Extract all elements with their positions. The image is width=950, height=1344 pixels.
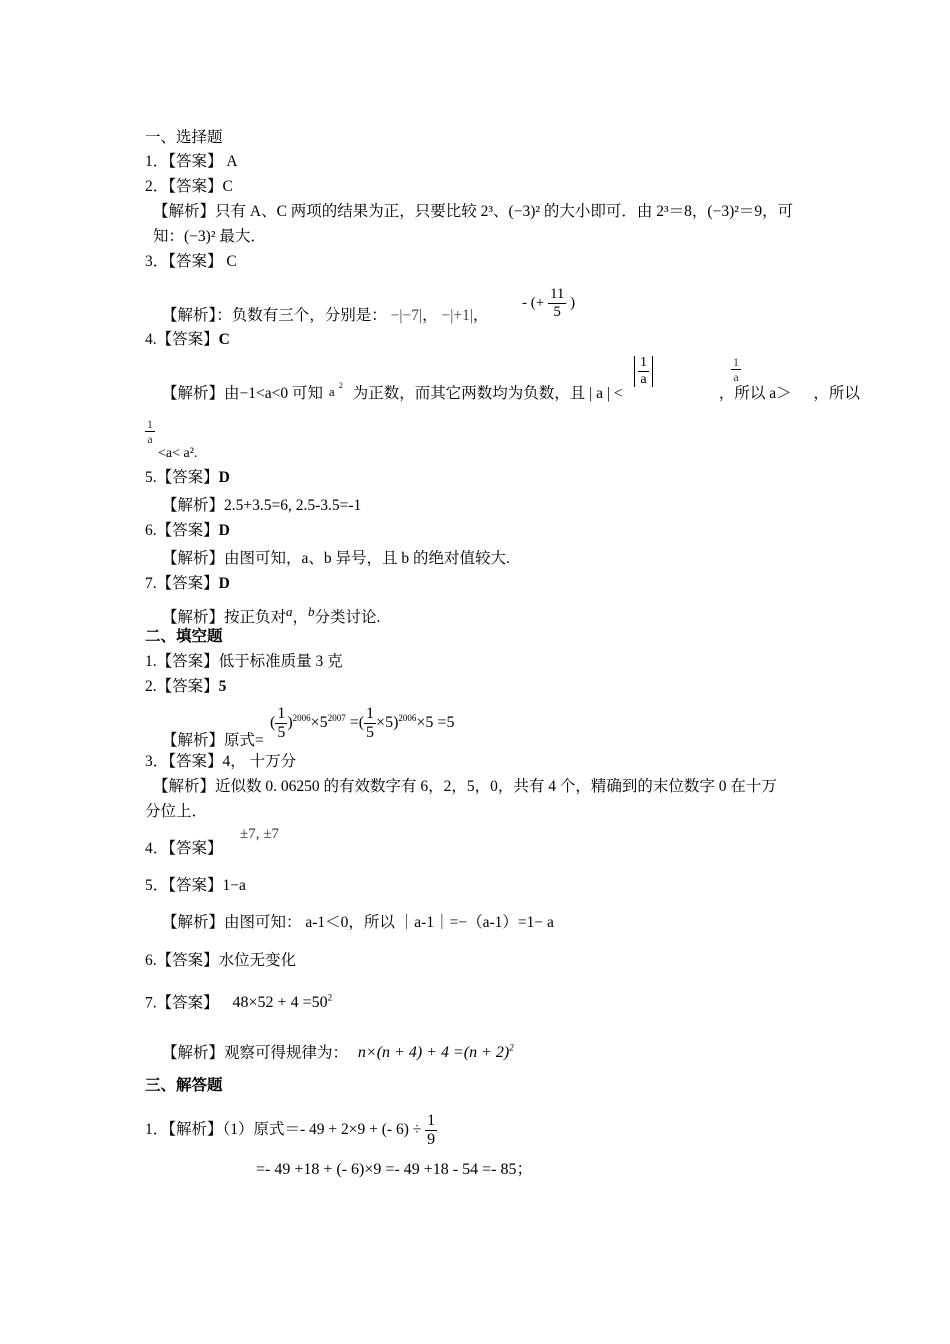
analysis-3-text: 【解析】：负数有三个，分别是： xyxy=(162,307,387,324)
fill-answer-4-value: ±7, ±7 xyxy=(240,826,279,842)
math-one-over-a-3: $\frac{1}{a}$ xyxy=(147,417,153,446)
answer-7: 7.【答案】D xyxy=(145,575,230,592)
analysis-4-conclusion: <a< a². xyxy=(158,446,198,461)
fill-analysis-3-line2: 分位上． xyxy=(145,803,208,820)
math-neg-abs-7: −|−7| xyxy=(390,307,423,324)
analysis-4-part4: ，所以 a＞ xyxy=(718,385,792,402)
frac-11-den: 5 xyxy=(553,304,561,320)
fill-answer-6: 6.【答案】水位无变化 xyxy=(145,952,297,969)
frac-one-ninth: $\frac{1}{9}$ xyxy=(427,1112,436,1148)
analysis-2-line1: 【解析】只有 A、C 两项的结果为正，只要比较 2³、(−3)² 的大小即可．由 2³＝8，(−3)²＝9，可 xyxy=(153,203,794,220)
math-neg-fraction xyxy=(522,287,575,320)
math-one-over-a-2: $\frac{1}{a}$ xyxy=(733,355,739,384)
answer-5-value: D xyxy=(218,469,230,486)
math-pattern: $n\times(n + 4) + 4 =(n + 2)^2$ xyxy=(357,1043,514,1062)
answer-3: 3．【答案】 C xyxy=(145,253,237,270)
math-abs-one-over-a: $\frac{1}{a}$ xyxy=(634,356,653,387)
analysis-7: 【解析】按正负对$^a$，$^b$分类讨论. xyxy=(162,604,381,627)
math-power-expression: ( $\frac{1}{5}$ )$^{2006}\times 5^{2007}$ =( $\frac{1}{5}$ ×5)$^{2006}$×5 =5 xyxy=(270,705,455,741)
fill-analysis-5: 【解析】由图可知： a-1＜0，所以 ｜a-1｜=−（a-1）=1− a xyxy=(162,914,554,931)
section-fill-heading: 二、填空题 xyxy=(145,628,223,645)
answer-4 xyxy=(145,330,230,350)
section-solve-heading: 三、解答题 xyxy=(145,1077,223,1094)
frac-11-num: 11 xyxy=(549,286,565,302)
analysis-4-part1: 【解析】由−1<a<0 可知 xyxy=(162,385,323,402)
math-open: - (+ xyxy=(522,294,545,311)
answer-4-label: 4.【答案】 xyxy=(145,331,219,348)
math-var-b: b xyxy=(308,604,315,619)
analysis-5: 【解析】2.5+3.5=6, 2.5-3.5=-1 xyxy=(162,497,362,514)
fill-answer-3: 3．【答案】4， 十万分 xyxy=(145,753,297,770)
analysis-2-line2: 知：(−3)² 最大． xyxy=(153,228,266,245)
solve-1-line2: =- 49 +18 + (- 6)×9 =- 49 +18 - 54 =- 85； xyxy=(256,1161,533,1178)
math-neg-abs-1: −|+1| xyxy=(441,307,473,324)
answer-7-value: D xyxy=(218,575,230,592)
fill-analysis-3-line1: 【解析】近似数 0. 06250 的有效数字有 6，2，5，0，共有 4 个，精确到的末位数字 0 在十万 xyxy=(153,778,777,795)
fill-analysis-2: 【解析】原式= xyxy=(162,732,264,749)
answer-6: 6.【答案】D xyxy=(145,522,230,539)
fill-answer-2: 2.【答案】5 xyxy=(145,678,227,695)
answer-4-value: C xyxy=(218,331,230,348)
math-close: ) xyxy=(570,294,576,311)
analysis-4: 【解析】由−1<a<0 可知 a 2 为正数，而其它两数均为负数，且 | a | < ，所以 a＞ ，所以 xyxy=(162,381,860,402)
fill-answer-4: 4．【答案】 xyxy=(145,840,223,857)
answer-5: 5.【答案】D xyxy=(145,469,230,486)
answer-1: 1．【答案】 A xyxy=(145,153,238,170)
answer-2: 2．【答案】C xyxy=(145,178,233,195)
fill-analysis-7: 【解析】观察可得规律为： $n\times(n + 4) + 4 =(n + 2)^2$ xyxy=(162,1043,514,1062)
fill-answer-2-value: 5 xyxy=(218,678,227,695)
analysis-4-part5: ，所以 xyxy=(813,385,860,402)
fill-answer-1: 1.【答案】低于标准质量 3 克 xyxy=(145,653,343,670)
analysis-3: 【解析】：负数有三个，分别是： −|−7|， −|+1|， xyxy=(162,307,489,324)
answer-6-value: D xyxy=(218,522,230,539)
fill-answer-5: 5．【答案】1−a xyxy=(145,877,246,894)
fill-answer-7-value: $48\times 52 + 4 =50^2$ xyxy=(232,993,333,1012)
math-abs-a: | a | < xyxy=(589,385,623,402)
section-choice-heading: 一、选择题 xyxy=(145,129,223,146)
solve-1-line1: 1．【解析】（1）原式＝- 49 + 2×9 + (- 6) ÷ $\frac{1}{9}$ xyxy=(145,1112,436,1148)
fill-answer-7: 7.【答案】 $48\times 52 + 4 =50^2$ xyxy=(145,993,333,1012)
math-var-a: a xyxy=(286,604,293,619)
analysis-6: 【解析】由图可知，a、b 异号，且 b 的绝对值较大. xyxy=(162,550,510,567)
analysis-4-part2: 为正数，而其它两数均为负数，且 xyxy=(352,385,586,402)
